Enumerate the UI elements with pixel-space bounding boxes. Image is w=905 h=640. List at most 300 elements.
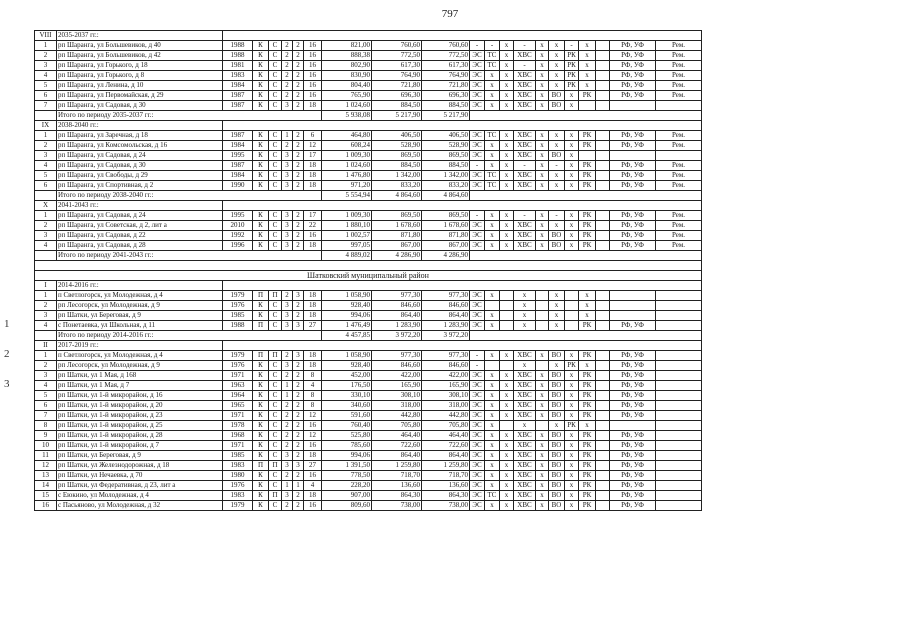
apartments-count: 16 [304, 91, 322, 101]
work-type-cell: х [565, 211, 579, 221]
work-type-cell: РК [579, 431, 596, 441]
period-title: 2014-2016 гг.: [57, 281, 223, 291]
work-type-cell: х [500, 91, 514, 101]
entrances-count: 2 [293, 51, 304, 61]
total-area: 464,80 [322, 131, 372, 141]
work-type-cell: ВО [549, 451, 565, 461]
work-type-cell [500, 291, 514, 301]
work-type-cell: ВО [549, 491, 565, 501]
wall-material: К [253, 171, 269, 181]
floors-count: 3 [282, 461, 293, 471]
work-type-cell: х [536, 151, 549, 161]
work-type-cell [596, 301, 610, 311]
entrances-count: 2 [293, 301, 304, 311]
house-address: рп Шаранга, ул Большевиков, д 40 [57, 41, 223, 51]
house-address: п Светлогорск, ул Молодежная, д 4 [57, 351, 223, 361]
house-address: рп Шаранга, ул Ленина, д 10 [57, 81, 223, 91]
remark [656, 101, 702, 111]
work-type-cell: ХВС [514, 181, 536, 191]
table-row [35, 491, 702, 501]
work-type-cell: х [536, 411, 549, 421]
living-area: 760,60 [372, 41, 422, 51]
floors-count: 2 [282, 421, 293, 431]
work-type-cell: РК [565, 421, 579, 431]
row-number: 5 [35, 171, 57, 181]
apartments-count: 18 [304, 161, 322, 171]
wall-material: П [253, 291, 269, 301]
work-type-cell [500, 361, 514, 371]
work-type-cell: ВО [549, 101, 565, 111]
house-address: рп Шатки, ул 1-й микрорайон, д 25 [57, 421, 223, 431]
house-type: С [269, 431, 282, 441]
living-area: 165,90 [372, 381, 422, 391]
remark: Рем. [656, 141, 702, 151]
work-type-cell: х [549, 71, 565, 81]
living-area: 718,70 [372, 471, 422, 481]
work-type-cell: ЭС [470, 391, 485, 401]
living-area: 846,60 [372, 361, 422, 371]
total-area: 928,40 [322, 361, 372, 371]
build-year: 1987 [223, 101, 253, 111]
row-number: 7 [35, 411, 57, 421]
work-type-cell: ВО [549, 501, 565, 511]
apartments-count: 16 [304, 421, 322, 431]
table-row [35, 41, 702, 51]
total-area-sum: 5 938,08 [322, 111, 372, 121]
work-type-cell: РК [579, 321, 596, 331]
floors-count: 3 [282, 211, 293, 221]
total-area: 928,40 [322, 301, 372, 311]
work-type-cell [596, 311, 610, 321]
total-label: Итого по периоду 2014-2016 гг.: [57, 331, 322, 341]
house-address: с Еюкино, ул Молодежная, д 4 [57, 491, 223, 501]
period-code: X [35, 201, 57, 211]
remark: Рем. [656, 171, 702, 181]
empty-cell [470, 251, 702, 261]
work-type-cell: х [485, 81, 500, 91]
row-number: 1 [35, 41, 57, 51]
work-type-cell: х [536, 501, 549, 511]
work-type-cell: ТС [485, 61, 500, 71]
work-type-cell: РК [579, 501, 596, 511]
margin-mark: 3 [4, 378, 10, 390]
floors-count: 2 [282, 401, 293, 411]
work-type-cell: х [500, 151, 514, 161]
work-type-cell: х [536, 41, 549, 51]
funding-source [610, 101, 656, 111]
wall-material: К [253, 441, 269, 451]
row-number: 11 [35, 451, 57, 461]
row-number: 12 [35, 461, 57, 471]
work-type-cell: х [514, 291, 536, 301]
work-type-cell: ЭС [470, 421, 485, 431]
work-type-cell: РК [579, 141, 596, 151]
work-type-cell: ВО [549, 441, 565, 451]
house-type: С [269, 371, 282, 381]
table-row [35, 371, 702, 381]
build-year: 1978 [223, 421, 253, 431]
living-area-owned: 617,30 [422, 61, 470, 71]
floors-count: 2 [282, 81, 293, 91]
living-area-owned-sum: 4 864,60 [422, 191, 470, 201]
house-type: С [269, 411, 282, 421]
empty-cell [35, 251, 57, 261]
work-type-cell: х [500, 371, 514, 381]
work-type-cell: х [500, 411, 514, 421]
row-number: 1 [35, 131, 57, 141]
work-type-cell: х [500, 231, 514, 241]
work-type-cell [596, 421, 610, 431]
wall-material: К [253, 151, 269, 161]
work-type-cell: ЭС [470, 381, 485, 391]
house-type: С [269, 311, 282, 321]
house-address: рп Шатки, ул Железнодорожная, д 18 [57, 461, 223, 471]
work-type-cell [596, 51, 610, 61]
work-type-cell: х [500, 181, 514, 191]
work-type-cell [596, 371, 610, 381]
wall-material: К [253, 161, 269, 171]
work-type-cell: ЭС [470, 91, 485, 101]
apartments-count: 4 [304, 481, 322, 491]
entrances-count: 2 [293, 441, 304, 451]
row-number: 2 [35, 301, 57, 311]
period-header-row [35, 121, 702, 131]
work-type-cell: х [485, 401, 500, 411]
living-area-owned: 1 342,00 [422, 171, 470, 181]
entrances-count: 2 [293, 71, 304, 81]
floors-count: 3 [282, 361, 293, 371]
work-type-cell: х [536, 101, 549, 111]
row-number: 7 [35, 101, 57, 111]
funding-source: РФ, УФ [610, 461, 656, 471]
house-type: С [269, 151, 282, 161]
work-type-cell: ЭС [470, 371, 485, 381]
table-row [35, 431, 702, 441]
remark [656, 311, 702, 321]
work-type-cell: РК [579, 461, 596, 471]
living-area-owned: 884,50 [422, 161, 470, 171]
living-area: 617,30 [372, 61, 422, 71]
build-year: 1965 [223, 401, 253, 411]
work-type-cell: ЭС [470, 461, 485, 471]
work-type-cell [485, 301, 500, 311]
work-type-cell: х [536, 441, 549, 451]
work-type-cell [536, 421, 549, 431]
funding-source: РФ, УФ [610, 501, 656, 511]
work-type-cell: х [500, 51, 514, 61]
work-type-cell: ЭС [470, 151, 485, 161]
table-row [35, 471, 702, 481]
empty-cell [223, 201, 702, 211]
living-area-owned: 764,90 [422, 71, 470, 81]
entrances-count: 2 [293, 451, 304, 461]
row-number: 1 [35, 351, 57, 361]
work-type-cell: РК [579, 351, 596, 361]
table-row [35, 131, 702, 141]
work-type-cell [536, 321, 549, 331]
living-area-owned: 869,50 [422, 151, 470, 161]
entrances-count: 3 [293, 291, 304, 301]
total-area-sum: 4 457,85 [322, 331, 372, 341]
work-type-cell: х [579, 291, 596, 301]
empty-cell [223, 281, 702, 291]
work-type-cell: РК [579, 241, 596, 251]
house-address: рп Шатки, ул 1-й микрорайон, д 7 [57, 441, 223, 451]
work-type-cell: х [485, 321, 500, 331]
apartments-count: 18 [304, 351, 322, 361]
work-type-cell: х [485, 221, 500, 231]
work-type-cell: - [470, 361, 485, 371]
period-title: 2041-2043 гг.: [57, 201, 223, 211]
district-header-row [35, 271, 702, 281]
work-type-cell: х [549, 141, 565, 151]
living-area-owned: 867,00 [422, 241, 470, 251]
apartments-count: 18 [304, 241, 322, 251]
table-row [35, 141, 702, 151]
row-number: 5 [35, 391, 57, 401]
apartments-count: 16 [304, 81, 322, 91]
wall-material: П [253, 461, 269, 471]
total-area: 821,00 [322, 41, 372, 51]
funding-source: РФ, УФ [610, 491, 656, 501]
house-address: рп Шатки, ул Береговая, д 9 [57, 451, 223, 461]
living-area-owned: 422,00 [422, 371, 470, 381]
house-address: рп Шатки, ул 1-й микрорайон, д 16 [57, 391, 223, 401]
floors-count: 3 [282, 221, 293, 231]
build-year: 1984 [223, 171, 253, 181]
work-type-cell: х [500, 451, 514, 461]
work-type-cell: х [536, 161, 549, 171]
work-type-cell [596, 211, 610, 221]
work-type-cell: х [565, 91, 579, 101]
work-type-cell: х [565, 221, 579, 231]
work-type-cell: - [470, 41, 485, 51]
work-type-cell [596, 221, 610, 231]
wall-material: К [253, 381, 269, 391]
house-address: рп Шатки, ул 1-й микрорайон, д 23 [57, 411, 223, 421]
entrances-count: 2 [293, 391, 304, 401]
funding-source [610, 311, 656, 321]
floors-count: 1 [282, 131, 293, 141]
row-number: 2 [35, 51, 57, 61]
work-type-cell: х [485, 101, 500, 111]
work-type-cell: х [549, 181, 565, 191]
house-address: рп Лесогорск, ул Молодежная, д 9 [57, 301, 223, 311]
funding-source: РФ, УФ [610, 391, 656, 401]
apartments-count: 8 [304, 371, 322, 381]
apartments-count: 8 [304, 391, 322, 401]
work-type-cell: РК [579, 481, 596, 491]
total-area: 802,90 [322, 61, 372, 71]
living-area-owned: 722,60 [422, 441, 470, 451]
work-type-cell: ЭС [470, 71, 485, 81]
floors-count: 1 [282, 481, 293, 491]
total-area: 971,20 [322, 181, 372, 191]
work-type-cell: х [485, 461, 500, 471]
work-type-cell: ВО [549, 431, 565, 441]
total-area: 804,40 [322, 81, 372, 91]
build-year: 1971 [223, 411, 253, 421]
work-type-cell: РК [579, 451, 596, 461]
row-number: 5 [35, 81, 57, 91]
house-type: С [269, 171, 282, 181]
work-type-cell [596, 71, 610, 81]
house-address: рп Шатки, ул Федеративная, д 23, лит а [57, 481, 223, 491]
house-address: рп Шаранга, ул Первомайская, д 29 [57, 91, 223, 101]
apartments-count: 16 [304, 41, 322, 51]
house-address: рп Шаранга, ул Большевиков, д 42 [57, 51, 223, 61]
work-type-cell: х [565, 381, 579, 391]
work-type-cell: х [500, 221, 514, 231]
house-type: С [269, 361, 282, 371]
funding-source: РФ, УФ [610, 71, 656, 81]
work-type-cell: ХВС [514, 151, 536, 161]
wall-material: К [253, 51, 269, 61]
house-address: рп Шаранга, ул Садовая, д 22 [57, 231, 223, 241]
living-area-owned: 705,80 [422, 421, 470, 431]
house-address: рп Шаранга, ул Садовая, д 24 [57, 151, 223, 161]
wall-material: К [253, 361, 269, 371]
wall-material: К [253, 181, 269, 191]
work-type-cell: х [565, 401, 579, 411]
work-type-cell: ВО [549, 151, 565, 161]
row-number: 16 [35, 501, 57, 511]
build-year: 1979 [223, 351, 253, 361]
work-type-cell [536, 361, 549, 371]
living-area: 869,50 [372, 211, 422, 221]
entrances-count: 2 [293, 471, 304, 481]
row-number: 1 [35, 291, 57, 301]
work-type-cell: х [536, 141, 549, 151]
funding-source: РФ, УФ [610, 51, 656, 61]
work-type-cell: ВО [549, 461, 565, 471]
entrances-count: 2 [293, 411, 304, 421]
work-type-cell [596, 81, 610, 91]
floors-count: 1 [282, 391, 293, 401]
living-area-owned: 864,40 [422, 451, 470, 461]
work-type-cell: ЭС [470, 81, 485, 91]
work-type-cell: - [549, 161, 565, 171]
work-type-cell: ВО [549, 91, 565, 101]
table-row [35, 391, 702, 401]
work-type-cell: х [549, 421, 565, 431]
living-area: 864,40 [372, 311, 422, 321]
period-title: 2017-2019 гг.: [57, 341, 223, 351]
table-row [35, 71, 702, 81]
work-type-cell: ВО [549, 381, 565, 391]
work-type-cell: х [565, 351, 579, 361]
house-address: рп Шаранга, ул Горького, д 18 [57, 61, 223, 71]
entrances-count: 2 [293, 41, 304, 51]
work-type-cell [596, 231, 610, 241]
work-type-cell: х [549, 311, 565, 321]
house-address: рп Шатки, ул Береговая, д 9 [57, 311, 223, 321]
work-type-cell: х [500, 161, 514, 171]
work-type-cell [536, 301, 549, 311]
work-type-cell [596, 141, 610, 151]
apartments-count: 18 [304, 291, 322, 301]
work-type-cell: ХВС [514, 371, 536, 381]
row-number: 6 [35, 91, 57, 101]
total-area: 1 002,57 [322, 231, 372, 241]
work-type-cell: ХВС [514, 81, 536, 91]
work-type-cell: ВО [549, 241, 565, 251]
living-area: 977,30 [372, 291, 422, 301]
work-type-cell: х [500, 101, 514, 111]
work-type-cell: РК [579, 221, 596, 231]
build-year: 2010 [223, 221, 253, 231]
build-year: 1996 [223, 241, 253, 251]
apartments-count: 16 [304, 471, 322, 481]
build-year: 1968 [223, 431, 253, 441]
period-header-row [35, 31, 702, 41]
work-type-cell: ВО [549, 411, 565, 421]
house-type: С [269, 221, 282, 231]
row-number: 9 [35, 431, 57, 441]
build-year: 1988 [223, 41, 253, 51]
total-area: 608,24 [322, 141, 372, 151]
living-area-sum: 3 972,20 [372, 331, 422, 341]
entrances-count: 3 [293, 321, 304, 331]
work-type-cell [579, 151, 596, 161]
total-area: 525,80 [322, 431, 372, 441]
work-type-cell: РК [565, 71, 579, 81]
wall-material: К [253, 71, 269, 81]
living-area-owned: 864,40 [422, 311, 470, 321]
living-area-owned: 871,80 [422, 231, 470, 241]
house-type: С [269, 241, 282, 251]
work-type-cell: х [565, 461, 579, 471]
work-type-cell: х [536, 211, 549, 221]
total-area: 1 058,90 [322, 351, 372, 361]
house-type: С [269, 131, 282, 141]
work-type-cell: ТС [485, 181, 500, 191]
floors-count: 3 [282, 451, 293, 461]
remark [656, 421, 702, 431]
work-type-cell: РК [579, 161, 596, 171]
house-type: П [269, 491, 282, 501]
work-type-cell: ХВС [514, 391, 536, 401]
work-type-cell [565, 321, 579, 331]
table-row [35, 221, 702, 231]
entrances-count: 2 [293, 181, 304, 191]
total-area: 1 024,60 [322, 101, 372, 111]
work-type-cell: х [565, 491, 579, 501]
row-number: 3 [35, 371, 57, 381]
remark: Рем. [656, 41, 702, 51]
empty-cell [470, 331, 702, 341]
living-area-owned-sum: 3 972,20 [422, 331, 470, 341]
work-type-cell: х [536, 371, 549, 381]
work-type-cell: ХВС [514, 491, 536, 501]
work-type-cell: - [514, 161, 536, 171]
floors-count: 1 [282, 381, 293, 391]
work-type-cell: х [549, 51, 565, 61]
floors-count: 3 [282, 311, 293, 321]
row-number: 3 [35, 231, 57, 241]
margin-mark: 1 [4, 318, 10, 330]
work-type-cell: х [565, 391, 579, 401]
work-type-cell: х [485, 381, 500, 391]
work-type-cell: х [485, 91, 500, 101]
table-row [35, 231, 702, 241]
work-type-cell [596, 391, 610, 401]
house-address: рп Шаранга, ул Садовая, д 30 [57, 101, 223, 111]
period-header-row [35, 341, 702, 351]
entrances-count: 2 [293, 131, 304, 141]
living-area-owned: 442,80 [422, 411, 470, 421]
work-type-cell: х [500, 141, 514, 151]
